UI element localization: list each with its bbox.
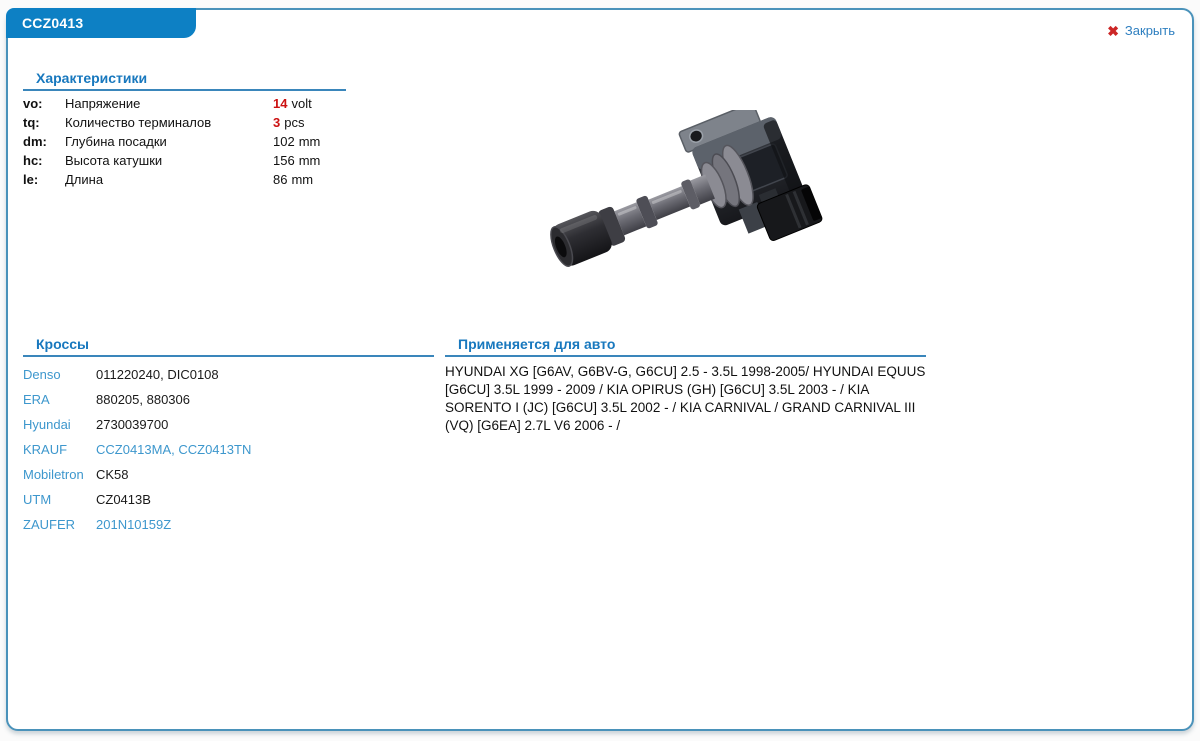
cross-row <box>23 487 434 512</box>
characteristic-code: hc: <box>23 153 43 168</box>
characteristic-value: 156 mm <box>273 153 321 168</box>
characteristic-code: le: <box>23 172 39 187</box>
cross-row <box>23 462 434 487</box>
characteristic-code: dm: <box>23 134 47 149</box>
characteristic-code: vo: <box>23 96 43 111</box>
crosses-section <box>23 336 434 537</box>
applications-text: HYUNDAI XG [G6AV, G6BV-G, G6CU] 2.5 - 3.5L 1998-2005/ HYUNDAI EQUUS [G6CU] 3.5L 1999 - 2009 / KIA OPIRUS (GH) [G6CU] 3.5L 2003 - / KIA SORENTO I (JC) [G6CU] 3.5L 2002 - / KIA CARNIVAL / GRAND CARNIVAL III (VQ) [G6EA] 2.7L V6 2006 - / <box>445 364 926 433</box>
cross-brand-link[interactable]: UTM <box>23 492 52 507</box>
characteristic-value: 102 mm <box>273 134 321 149</box>
cross-numbers: CZ0413B <box>96 492 151 507</box>
characteristic-value: 3 pcs <box>273 115 305 130</box>
cross-numbers-link[interactable]: CCZ0413MA, CCZ0413TN <box>96 442 252 457</box>
applications-section <box>445 336 926 435</box>
cross-brand-link[interactable]: ERA <box>23 392 50 407</box>
applications-title: Применяется для авто <box>445 336 926 357</box>
characteristic-row <box>23 170 346 189</box>
characteristic-row <box>23 113 346 132</box>
cross-row <box>23 387 434 412</box>
cross-brand-link[interactable]: KRAUF <box>23 442 68 457</box>
cross-numbers: CK58 <box>96 467 129 482</box>
part-number-tab <box>6 8 196 38</box>
characteristics-title: Характеристики <box>23 70 346 91</box>
cross-brand-link[interactable]: Hyundai <box>23 417 71 432</box>
characteristic-code: tq: <box>23 115 40 130</box>
close-label: Закрыть <box>1124 23 1175 38</box>
characteristic-name: Высота катушки <box>65 153 163 168</box>
crosses-table <box>23 357 434 537</box>
cross-brand-link[interactable]: ZAUFER <box>23 517 75 532</box>
characteristic-row <box>23 151 346 170</box>
part-details-popup <box>6 8 1194 731</box>
characteristic-name: Глубина посадки <box>65 134 167 149</box>
cross-row <box>23 412 434 437</box>
close-icon: ✖ <box>1107 22 1119 39</box>
characteristic-value: 86 mm <box>273 172 314 187</box>
characteristic-name: Количество терминалов <box>65 115 212 130</box>
part-number: CCZ0413 <box>22 15 84 31</box>
close-button[interactable] <box>1107 23 1175 38</box>
cross-row <box>23 362 434 387</box>
characteristics-section <box>23 70 346 189</box>
cross-brand-link[interactable]: Mobiletron <box>23 467 84 482</box>
ignition-coil-photo <box>528 110 848 310</box>
crosses-title: Кроссы <box>23 336 434 357</box>
cross-numbers: 2730039700 <box>96 417 169 432</box>
cross-brand-link[interactable]: Denso <box>23 367 61 382</box>
cross-row <box>23 512 434 537</box>
cross-numbers: 011220240, DIC0108 <box>96 367 219 382</box>
characteristic-name: Напряжение <box>65 96 141 111</box>
cross-numbers-link[interactable]: 201N10159Z <box>96 517 172 532</box>
characteristic-name: Длина <box>65 172 104 187</box>
cross-numbers: 880205, 880306 <box>96 392 190 407</box>
characteristic-row <box>23 94 346 113</box>
characteristic-row <box>23 132 346 151</box>
cross-row <box>23 437 434 462</box>
characteristic-value: 14 volt <box>273 96 312 111</box>
characteristics-table <box>23 91 346 189</box>
